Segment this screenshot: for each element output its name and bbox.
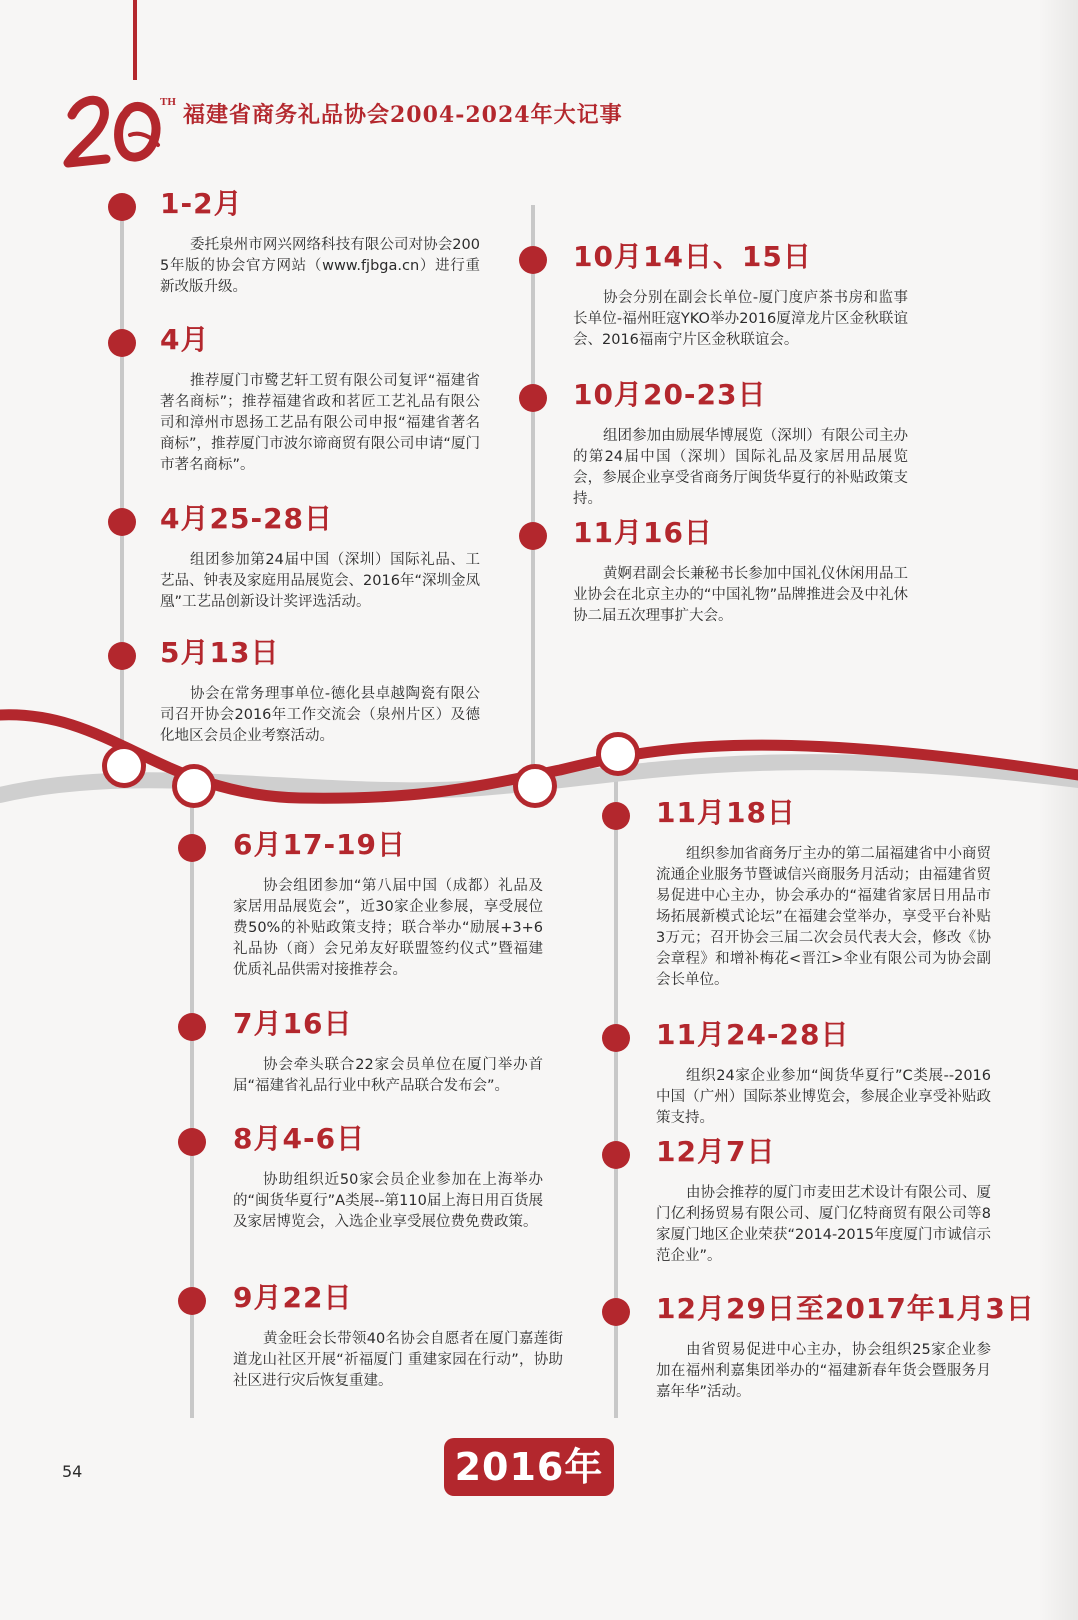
event-date: 9月22日 — [233, 1281, 353, 1314]
event-description: 黄金旺会长带领40名协会自愿者在厦门嘉莲街道龙山社区开展“祈福厦门 重建家园在行动”，协助社区进行灾后恢复重建。 — [233, 1331, 563, 1389]
wave-node-2 — [172, 764, 216, 808]
event-date: 11月18日 — [656, 796, 796, 829]
page-title: 福建省商务礼品协会2004-2024年大记事 — [183, 102, 623, 128]
timeline-dot — [108, 508, 136, 536]
event-date: 10月14日、15日 — [573, 240, 812, 273]
timeline-dot — [178, 1128, 206, 1156]
event-date: 1-2月 — [160, 187, 243, 220]
event-description: 协会组团参加“第八届中国（成都）礼品及家居用品展览会”，近30家企业参展，享受展位费50%的补贴政策支持；联合举办“励展+3+6礼品协（商）会兄弟友好联盟签约仪式”暨福建优质礼品供需对接推荐会。 — [233, 878, 543, 978]
event-description: 由省贸易促进中心主办，协会组织25家企业参加在福州利嘉集团举办的“福建新春年货会暨服务月嘉年华”活动。 — [656, 1342, 991, 1400]
event-description: 组团参加由励展华博展览（深圳）有限公司主办的第24届中国（深圳）国际礼品及家居用品展览会，参展企业享受省商务厅闽货华夏行的补贴政策支持。 — [573, 428, 908, 507]
event-date: 11月24-28日 — [656, 1018, 850, 1051]
timeline-dot — [519, 246, 547, 274]
timeline-dot — [178, 1013, 206, 1041]
event-description: 委托泉州市网兴网络科技有限公司对协会2005年版的协会官方网站（www.fjbga.cn）进行重新改版升级。 — [160, 237, 480, 295]
timeline-dot — [602, 802, 630, 830]
timeline-dot — [602, 1024, 630, 1052]
event-date: 5月13日 — [160, 636, 280, 669]
event-description: 协会在常务理事单位-德化县卓越陶瓷有限公司召开协会2016年工作交流会（泉州片区）及德化地区会员企业考察活动。 — [160, 686, 480, 744]
event-description: 组团参加第24届中国（深圳）国际礼品、工艺品、钟表及家庭用品展览会、2016年“深圳金凤凰”工艺品创新设计奖评选活动。 — [160, 552, 480, 610]
event-april-25-28 — [160, 502, 480, 613]
event-description: 由协会推荐的厦门市麦田艺术设计有限公司、厦门亿利扬贸易有限公司、厦门亿特商贸有限公司等8家厦门地区企业荣获“2014-2015年度厦门市诚信示范企业”。 — [656, 1185, 991, 1264]
event-date: 4月 — [160, 323, 210, 356]
event-aug-4-6 — [233, 1122, 543, 1233]
event-sep-22 — [233, 1281, 563, 1392]
timeline-dot — [602, 1141, 630, 1169]
anniversary-20th-icon — [60, 75, 190, 175]
year-badge: 2016年 — [444, 1438, 614, 1496]
event-description: 黄婀君副会长兼秘书长参加中国礼仪休闲用品工业协会在北京主办的“中国礼物”品牌推进会及中礼休协二届五次理事扩大会。 — [573, 566, 908, 624]
event-description: 协助组织近50家会员企业参加在上海举办的“闽货华夏行”A类展--第110届上海日用百货展及家居博览会，入选企业享受展位费免费政策。 — [233, 1172, 543, 1230]
timeline-dot — [519, 384, 547, 412]
event-date: 10月20-23日 — [573, 378, 767, 411]
event-may-13 — [160, 636, 480, 747]
timeline-line-lower-left — [190, 790, 194, 1418]
event-description: 组织参加省商务厅主办的第二届福建省中小商贸流通企业服务节暨诚信兴商服务月活动；由福建省贸易促进中心主办，协会承办的“福建省家居日用品市场拓展新模式论坛”在福建会堂举办，享受平台补贴3万元；召开协会三届二次会员代表大会，修改《协会章程》和增补梅花<晋江>伞业有限公司为协会副会长单位。 — [656, 846, 991, 988]
wave-node-4 — [596, 732, 640, 776]
event-nov-18 — [656, 796, 991, 991]
event-date: 11月16日 — [573, 516, 713, 549]
event-nov-16 — [573, 516, 908, 627]
timeline-dot — [108, 642, 136, 670]
timeline-line-upper-left — [120, 210, 124, 770]
event-nov-24-28 — [656, 1018, 991, 1129]
timeline-dot — [178, 1287, 206, 1315]
timeline-dot — [519, 522, 547, 550]
event-date: 12月29日至2017年1月3日 — [656, 1292, 1035, 1325]
timeline-dot — [108, 329, 136, 357]
event-1-2-month — [160, 187, 480, 298]
event-description: 组织24家企业参加“闽货华夏行”C类展--2016中国（广州）国际茶业博览会，参展企业享受补贴政策支持。 — [656, 1068, 991, 1126]
timeline-line-upper-right — [531, 205, 535, 785]
event-date: 8月4-6日 — [233, 1122, 366, 1155]
anniversary-logo — [60, 75, 190, 175]
event-date: 7月16日 — [233, 1007, 353, 1040]
event-oct-20-23 — [573, 378, 908, 510]
logo-mark-text: TH — [160, 96, 176, 108]
wave-node-1 — [102, 744, 146, 788]
event-oct-14-15 — [573, 240, 908, 351]
timeline-dot — [108, 193, 136, 221]
event-description: 协会分别在副会长单位-厦门度庐茶书房和监事长单位-福州旺寇YKO举办2016厦漳龙片区金秋联谊会、2016福南宁片区金秋联谊会。 — [573, 290, 908, 348]
event-april — [160, 323, 480, 476]
timeline-dot — [602, 1298, 630, 1326]
event-jul-16 — [233, 1007, 543, 1097]
event-description: 协会牵头联合22家会员单位在厦门举办首届“福建省礼品行业中秋产品联合发布会”。 — [233, 1057, 543, 1094]
hanging-line — [133, 0, 137, 80]
page-number: 54 — [62, 1462, 83, 1481]
event-dec-29-jan-3 — [656, 1292, 1035, 1403]
event-date: 12月7日 — [656, 1135, 776, 1168]
event-date: 6月17-19日 — [233, 828, 407, 861]
event-jun-17-19 — [233, 828, 543, 981]
event-dec-7 — [656, 1135, 991, 1267]
timeline-dot — [178, 834, 206, 862]
wave-node-3 — [513, 764, 557, 808]
event-date: 4月25-28日 — [160, 502, 334, 535]
event-description: 推荐厦门市鹭艺轩工贸有限公司复评“福建省著名商标”；推荐福建省政和茗匠工艺礼品有限公司和漳州市恩扬工艺品有限公司申报“福建省著名商标”，推荐厦门市波尔谛商贸有限公司申请“厦门市著名商标”。 — [160, 373, 480, 473]
